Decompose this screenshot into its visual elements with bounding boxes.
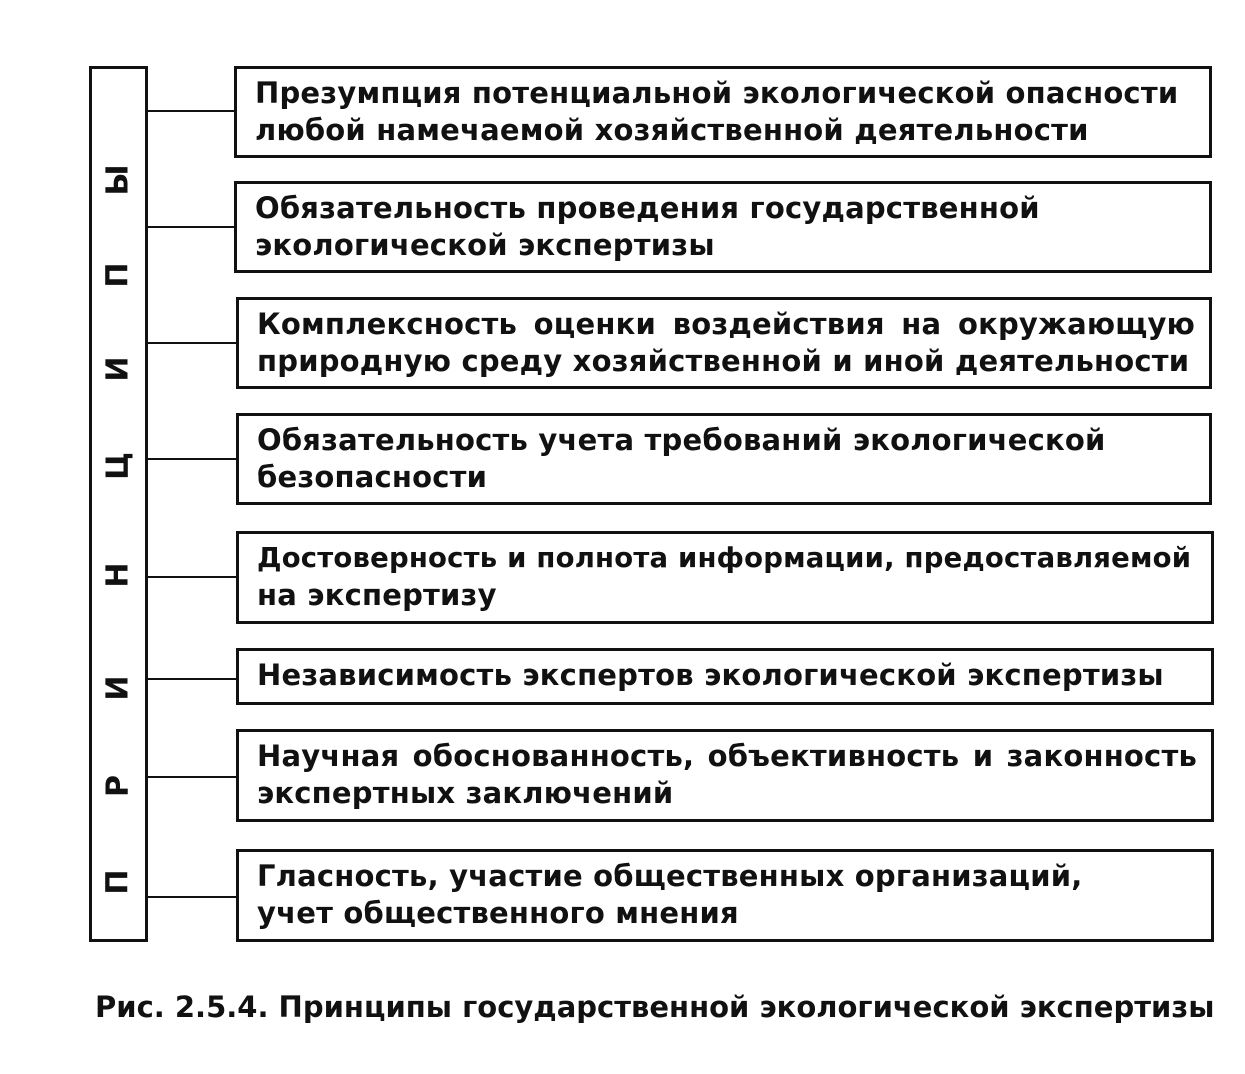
- figure-caption: Рис. 2.5.4. Принципы государственной экологической экспертизы: [95, 990, 1215, 1024]
- vertical-letter-3: И: [100, 675, 136, 701]
- principle-box-8: [236, 849, 1214, 942]
- principle-7-line-2: экспертных заключений: [257, 776, 674, 810]
- principle-4-line-1: Обязательность учета требований экологической: [257, 423, 1106, 457]
- principle-box-6: [236, 648, 1214, 705]
- principle-5-line-1: Достоверность и полнота информации, предоставляемой: [257, 542, 1192, 574]
- principle-box-7: [236, 729, 1214, 822]
- connector-1: [148, 110, 234, 112]
- principle-1-line-1: Презумпция потенциальной экологической опасности: [255, 76, 1179, 110]
- connector-7: [148, 776, 236, 778]
- vertical-letter-4: Н: [100, 562, 136, 588]
- vertical-letter-8: Ы: [100, 164, 136, 196]
- principle-8-line-1: Гласность, участие общественных организаций,: [257, 859, 1083, 893]
- principle-8-line-2: учет общественного мнения: [257, 896, 739, 930]
- vertical-letter-2: Р: [100, 775, 136, 797]
- principle-2-line-2: экологической экспертизы: [255, 228, 715, 262]
- principle-3-line-1: Комплексность оценки воздействия на окружающую: [257, 307, 1195, 341]
- vertical-letter-6: И: [100, 356, 136, 382]
- connector-2: [148, 226, 234, 228]
- principle-box-4: [236, 413, 1212, 505]
- principle-2-line-1: Обязательность проведения государственной: [255, 191, 1040, 225]
- principle-box-3: [236, 297, 1212, 389]
- vertical-letter-7: П: [100, 262, 136, 288]
- principle-4-line-2: безопасности: [257, 460, 488, 494]
- principle-6-line-1: Независимость экспертов экологической экспертизы: [257, 658, 1164, 692]
- principle-7-line-1: Научная обоснованность, объективность и законность: [257, 739, 1197, 773]
- vertical-letter-5: Ц: [100, 452, 136, 480]
- vertical-letter-1: П: [100, 869, 136, 895]
- principle-box-1: [234, 66, 1212, 158]
- connector-5: [148, 576, 236, 578]
- principle-box-2: [234, 181, 1212, 273]
- principle-3-line-2: природную среду хозяйственной и иной деятельности: [257, 344, 1190, 378]
- connector-4: [148, 458, 236, 460]
- connector-6: [148, 678, 236, 680]
- principle-1-line-2: любой намечаемой хозяйственной деятельности: [255, 113, 1089, 147]
- principle-box-5: [236, 531, 1214, 624]
- principles-vertical-box: [89, 66, 148, 942]
- connector-8: [148, 896, 236, 898]
- principle-5-line-2: на экспертизу: [257, 578, 497, 612]
- connector-3: [148, 342, 236, 344]
